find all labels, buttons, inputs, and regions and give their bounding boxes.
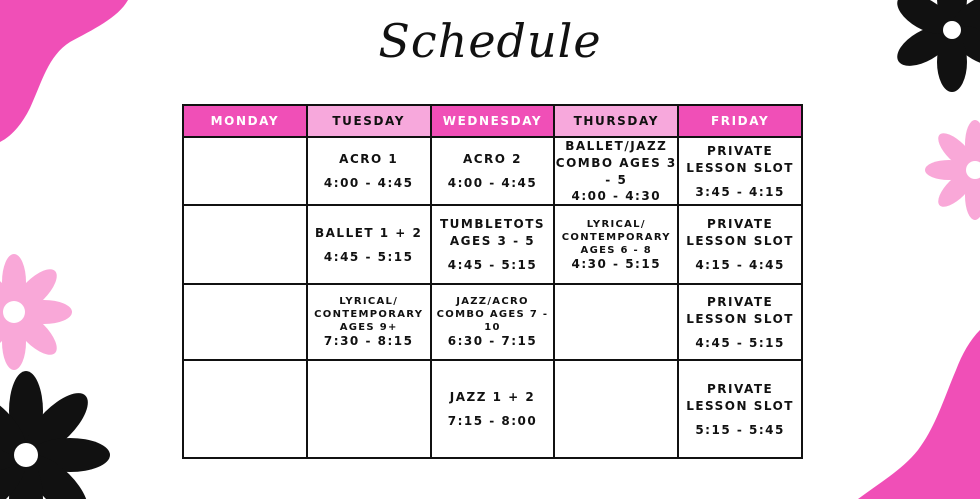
header-tuesday: TUESDAY bbox=[307, 105, 431, 137]
pink-flower-left-icon bbox=[0, 254, 72, 370]
schedule-cell-tuesday bbox=[307, 137, 431, 205]
class-name: PRIVATE LESSON SLOT bbox=[686, 143, 794, 175]
schedule-cell-wednesday bbox=[431, 137, 555, 205]
class-time: 4:45 - 5:15 bbox=[323, 249, 414, 264]
pink-flower-right-icon bbox=[925, 120, 980, 220]
class-time: 4:00 - 4:45 bbox=[323, 176, 414, 190]
class-time: 4:45 - 5:15 bbox=[695, 335, 785, 350]
class-name: LYRICAL/ CONTEMPORARY AGES 6 - 8 bbox=[561, 218, 671, 256]
header-thursday: THURSDAY bbox=[554, 105, 678, 137]
class-time: 7:30 - 8:15 bbox=[323, 334, 414, 348]
table-row bbox=[183, 284, 802, 360]
schedule-cell-thursday bbox=[554, 205, 678, 284]
black-flower-bottom-left-icon bbox=[0, 371, 110, 499]
class-time: 3:45 - 4:15 bbox=[695, 184, 785, 199]
class-name: ACRO 1 bbox=[339, 152, 399, 166]
header-friday: FRIDAY bbox=[678, 105, 802, 137]
page-title: Schedule bbox=[378, 14, 602, 68]
schedule-cell-monday bbox=[183, 360, 307, 458]
class-time: 5:15 - 5:45 bbox=[695, 422, 785, 437]
class-name: TUMBLETOTS AGES 3 - 5 bbox=[439, 217, 546, 248]
class-name: PRIVATE LESSON SLOT bbox=[686, 217, 794, 248]
class-name: JAZZ/ACRO COMBO AGES 7 - 10 bbox=[436, 296, 549, 333]
schedule-cell-thursday bbox=[554, 360, 678, 458]
table-row bbox=[183, 137, 802, 205]
schedule-cell-thursday bbox=[554, 137, 678, 205]
schedule-cell-thursday bbox=[554, 284, 678, 360]
schedule-cell-friday bbox=[678, 205, 802, 284]
class-time: 7:15 - 8:00 bbox=[447, 414, 538, 428]
table-row bbox=[183, 360, 802, 458]
header-row bbox=[183, 105, 802, 137]
class-name: ACRO 2 bbox=[462, 152, 523, 166]
table-row bbox=[183, 205, 802, 284]
schedule-cell-tuesday bbox=[307, 205, 431, 284]
class-time: 4:15 - 4:45 bbox=[695, 258, 785, 272]
header-monday: MONDAY bbox=[183, 105, 307, 137]
class-name: LYRICAL/ CONTEMPORARY AGES 9+ bbox=[314, 296, 424, 333]
header-wednesday: WEDNESDAY bbox=[431, 105, 555, 137]
schedule-cell-wednesday bbox=[431, 284, 555, 360]
class-time: 4:30 - 5:15 bbox=[571, 256, 662, 271]
schedule-cell-wednesday bbox=[431, 360, 555, 458]
class-name: JAZZ 1 + 2 bbox=[449, 390, 536, 404]
schedule-cell-tuesday bbox=[307, 360, 431, 458]
class-name: BALLET 1 + 2 bbox=[314, 225, 423, 240]
schedule-table bbox=[182, 104, 803, 459]
schedule-cell-monday bbox=[183, 137, 307, 205]
schedule-cell-monday bbox=[183, 205, 307, 284]
class-time: 4:00 - 4:30 bbox=[571, 189, 662, 203]
pink-blob-bottom-right bbox=[858, 330, 980, 499]
schedule-cell-friday bbox=[678, 284, 802, 360]
class-name: PRIVATE LESSON SLOT bbox=[686, 381, 794, 413]
schedule-cell-friday bbox=[678, 137, 802, 205]
class-name: BALLET/JAZZ COMBO AGES 3 - 5 bbox=[555, 139, 677, 187]
schedule-cell-friday bbox=[678, 360, 802, 458]
class-time: 4:45 - 5:15 bbox=[447, 258, 538, 272]
class-name: PRIVATE LESSON SLOT bbox=[686, 294, 794, 326]
schedule-cell-tuesday bbox=[307, 284, 431, 360]
schedule-cell-monday bbox=[183, 284, 307, 360]
schedule-cell-wednesday bbox=[431, 205, 555, 284]
class-time: 6:30 - 7:15 bbox=[447, 334, 538, 348]
class-time: 4:00 - 4:45 bbox=[447, 176, 538, 190]
